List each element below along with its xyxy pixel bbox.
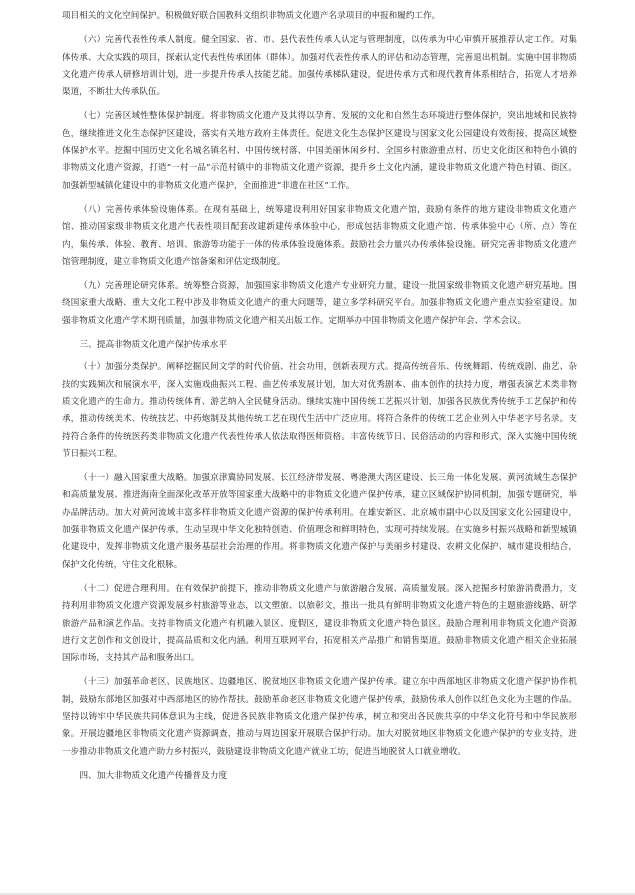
paragraph-cultural-space: 项目相关的文化空间保护。积极做好联合国教科文组织非物质文化遗产名录项目的申报和履约工作。 [62,11,441,21]
section-heading-four: 四、加大非物质文化遗产传播普及力度 [79,770,228,781]
paragraph-classified-protection: （十）加强分类保护。阐释挖掘民间文学的时代价值、社会功用，创新表现方式。提高传统音乐、传统舞蹈、传统戏剧、曲艺、杂技的实践频次和展演水平，深入实施戏曲振兴工程、曲艺传承发展计划，加大对优秀剧本、曲本创作的扶持力度，增强表演艺术类非物质文化遗产的生命力。推动传统体育、游艺纳入全民健身活动。继续实施中国传统工艺振兴计划，加强各民族优秀传统手工艺保护和传承，推动传统美术、传统技艺、中药炮制及其他传统工艺在现代生活中广泛应用。将符合条件的传统工艺企业列入中华老字号名录。支持符合条件的传统医药类非物质文化遗产代表性传承人依法取得医师资格。丰富传统节日、民俗活动的内容和形式，深入实施中国传统节日振兴工程。 [62,362,577,459]
section-heading-three: 三、提高非物质文化遗产保护传承水平 [79,340,228,351]
document-body [62,8,577,785]
paragraph-national-strategy: （十一）融入国家重大战略。加强京津冀协同发展、长江经济带发展、粤港澳大湾区建设、长三角一体化发展、黄河流域生态保护和高质量发展、推进海南全面深化改革开放等国家重大战略中的非物质文化遗产保护传承，建立区域保护协同机制，加强专题研究，举办品牌活动。加大对黄河流域丰富多样非物质文化遗产资源的保护传承利用。在雄安新区、北京城市副中心以及国家文化公园建设中，加强非物质文化遗产保护传承，生动呈现中华文化独特创造、价值理念和鲜明特色，实现可持续发展。在实施乡村振兴战略和新型城镇化建设中，发挥非物质文化遗产服务基层社会治理的作用。将非物质文化遗产保护与美丽乡村建设、农耕文化保护、城市建设相结合，保护文化传统，守住文化根脉。 [62,473,577,570]
paragraph-inheritor-system: （六）完善代表性传承人制度。健全国家、省、市、县代表性传承人认定与管理制度，以传承为中心审慎开展推荐认定工作。对集体传承、大众实践的项目，探索认定代表性传承团体（群体）。加强对代表性传承人的评估和动态管理，完善退出机制。实施中国非物质文化遗产传承人研修培训计划，进一步提升传承人技能艺能。加强传承梯队建设，促进传承方式和现代教育体系相结合，拓宽人才培养渠道，不断壮大传承队伍。 [62,35,577,98]
paragraph-experience-facilities: （八）完善传承体验设施体系。在现有基础上，统筹建设利用好国家非物质文化遗产馆，鼓励有条件的地方建设非物质文化遗产馆、推动国家级非物质文化遗产代表性项目配套改建新建传承体验中心，形成包括非物质文化遗产馆、传承体验中心（所、点）等在内，集传承、体验、教育、培训、旅游等功能于一体的传承体验设施体系。鼓励社会力量兴办传承体验设施。研究完善非物质文化遗产馆管理制度，建立非物质文化遗产馆备案和评估定级制度。 [62,204,577,267]
paragraph-rational-use: （十二）促进合理利用。在有效保护前提下，推动非物质文化遗产与旅游融合发展、高质量发展。深入挖掘乡村旅游消费潜力，支持利用非物质文化遗产资源发展乡村旅游等业态，以文塑旅、以旅彰文，推出一批具有鲜明非物质文化遗产特色的主题旅游线路、研学旅游产品和演艺作品。支持非物质文化遗产有机融入景区、度假区，建设非物质文化遗产特色景区。鼓励合理利用非物质文化遗产资源进行文艺创作和文创设计，提高品质和文化内涵。利用互联网平台，拓宽相关产品推广和销售渠道。鼓励非物质文化遗产相关企业拓展国际市场，支持其产品和服务出口。 [62,583,577,664]
paragraph-special-regions: （十三）加强革命老区、民族地区、边疆地区、脱贫地区非物质文化遗产保护传承。建立东中西部地区非物质文化遗产保护协作机制，鼓励东部地区加强对中西部地区的协作帮扶。鼓励革命老区非物质文化遗产保护传承，鼓励传承人创作以红色文化为主题的作品。坚持以铸牢中华民族共同体意识为主线，促进各民族非物质文化遗产保护传承，树立和突出各民族共享的中华文化符号和中华民族形象。开展边疆地区非物质文化遗产资源调查，推动与周边国家开展联合保护行动。加大对脱贫地区非物质文化遗产保护的专业支持，进一步推动非物质文化遗产助力乡村振兴，鼓励建设非物质文化遗产就业工坊，促进当地脱贫人口就业增收。 [62,677,577,757]
paragraph-regional-protection: （七）完善区域性整体保护制度。将非物质文化遗产及其得以孕育、发展的文化和自然生态环境进行整体保护，突出地域和民族特色，继续推进文化生态保护区建设，落实有关地方政府主体责任。促进文化生态保护区建设与国家文化公园建设有效衔接，提高区域整体保护水平。挖掘中国历史文化名城名镇名村、中国传统村落、中国美丽休闲乡村、全国乡村旅游重点村、历史文化街区和特色小镇的非物质文化遗产资源，打造“一村一品”示范村镇中的非物质文化遗产资源，提升乡土文化内涵，建设非物质文化遗产特色村镇、街区。加强新型城镇化建设中的非物质文化遗产保护，全面推进“非遗在社区”工作。 [62,111,577,191]
paragraph-theory-research: （九）完善理论研究体系。统筹整合资源，加强国家非物质文化遗产专业研究力量，建设一批国家级非物质文化遗产研究基地。围绕国家重大战略、重大文化工程中涉及非物质文化遗产的重大问题等，建立多学科研究平台。加强非物质文化遗产重点实验室建设。加强非物质文化遗产学术期刊质量，加强非物质文化遗产相关出版工作。定期举办中国非物质文化遗产保护年会、学术会议。 [62,281,577,326]
